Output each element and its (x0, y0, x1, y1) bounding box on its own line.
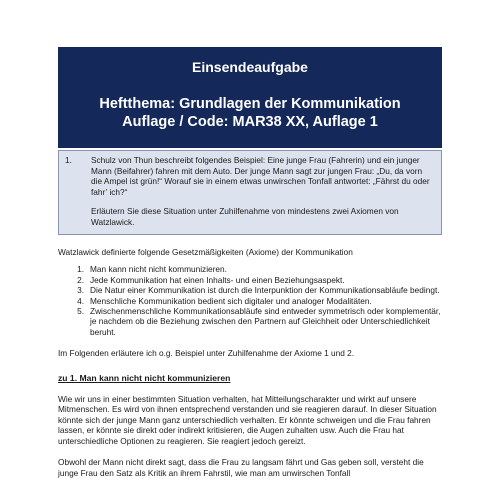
body-paragraph-1: Wie wir uns in einer bestimmten Situation verhalten, hat Mitteilungscharakter und wirkt auf unsere Mitmenschen. Es wird von ihnen entsprechend verstanden und sie reagieren darauf. In dieser Situation könnte sich der junge Mann ganz unterschiedlich verhalten. Er könnte schweigen und die Frau fahren lassen, er könnte sie direkt oder indirekt kritisieren, die Augen zuhalten usw. Auch die Frau hat unterschiedliche Optionen zu reagieren. Sie reagiert jedoch gereizt. (58, 394, 437, 446)
task-text: Schulz von Thun beschreibt folgendes Beispiel: Eine junge Frau (Fahrerin) und ein junger Mann (Beifahrer) fahren mit dem Auto. Der junge Mann sagt zur jungen Frau: „Du, da vorn die Ampel ist grün!“ Worauf sie in einem etwas unwirschen Tonfall antwortet: „Fährst du oder fahr’ ich?“ (91, 155, 430, 197)
list-item (58, 275, 444, 285)
task-row (65, 155, 433, 197)
header-subtitle-code: Auflage / Code: MAR38 XX, Auflage 1 (122, 114, 378, 130)
axiom-list (58, 264, 444, 337)
body-paragraph-2: Obwohl der Mann nicht direkt sagt, dass die Frau zu langsam fährt und Gas geben soll, versteht die junge Frau den Satz als Kritik an ihrem Fahrstil, wie man am unwirschen Tonfall (58, 457, 424, 478)
list-item (58, 306, 444, 337)
list-item (58, 264, 444, 274)
task-box (58, 150, 442, 235)
list-text: Zwischenmenschliche Kommunikationsabläufe sind entweder symmetrisch oder komplementär, je nachdem ob die Beziehung zwischen den Partnern auf Gleichheit oder Unterschiedlichkeit beruht. (90, 306, 441, 337)
list-number: 4. (77, 295, 84, 306)
section-heading: zu 1. Man kann nicht nicht kommunizieren (58, 372, 231, 383)
list-item (58, 285, 444, 295)
answer-body (58, 247, 444, 478)
header-subtitle (58, 95, 442, 131)
header-subtitle-topic: Heftthema: Grundlagen der Kommunikation (99, 96, 401, 112)
assignment-header (58, 47, 442, 148)
list-text: Man kann nicht nicht kommunizieren. (90, 264, 227, 275)
follow-paragraph: Im Folgenden erläutere ich o.g. Beispiel unter Zuhilfenahme der Axiome 1 und 2. (58, 348, 355, 359)
list-text: Menschliche Kommunikation bedient sich digitaler und analoger Modalitäten. (90, 295, 372, 306)
list-number: 1. (77, 264, 84, 275)
list-item (58, 296, 444, 306)
list-number: 5. (77, 306, 84, 317)
list-number: 2. (77, 274, 84, 285)
task-number: 1. (65, 155, 72, 165)
task-instruction: Erläutern Sie diese Situation unter Zuhilfenahme von mindestens zwei Axiomen von Watzlawick. (91, 206, 399, 227)
header-title: Einsendeaufgabe (192, 59, 308, 75)
list-text: Die Natur einer Kommunikation ist durch die Interpunktion der Kommunikationsabläufe bedingt. (90, 285, 440, 296)
intro-paragraph: Watzlawick definierte folgende Gesetzmäßigkeiten (Axiome) der Kommunikation (58, 247, 353, 257)
list-text: Jede Kommunikation hat einen Inhalts- und einen Beziehungsaspekt. (90, 274, 345, 285)
list-number: 3. (77, 285, 84, 296)
